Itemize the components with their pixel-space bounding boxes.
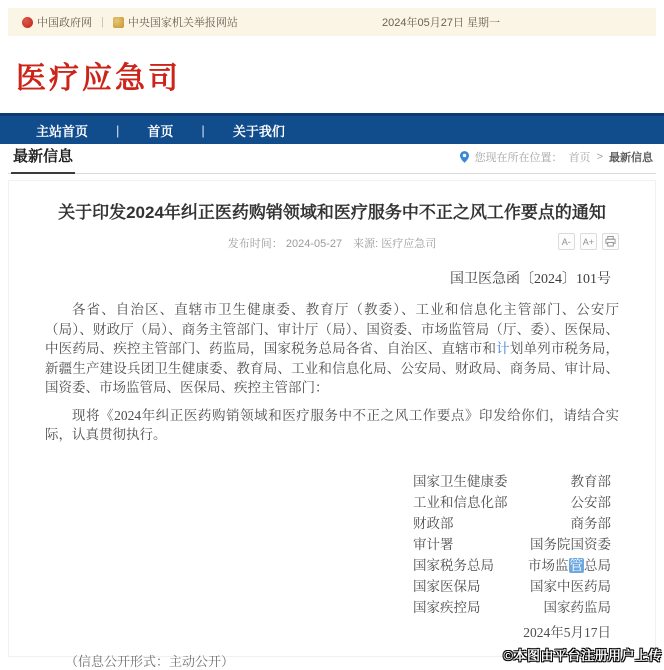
- text-segment: 各省、自治区、直辖市卫生健康委、教育厅（教委）、工业和信息化主管部门、公安厅（局）、财政厅（局）、商务主管部门、审计厅（局）、国资委、市场监管局（厅、委）、医保局、中医药局、疾控主管部门、药监局，国家税务总局各省、自治区、直辖市和: [45, 302, 619, 356]
- report-site-link[interactable]: [113, 14, 238, 30]
- breadcrumb-current: 最新信息: [609, 152, 653, 164]
- article-title: 关于印发2024年纠正医药购销领域和医疗服务中不正之风工作要点的通知: [58, 203, 606, 222]
- article-paragraph: [45, 300, 619, 398]
- text-segment: 国家药监局: [543, 599, 611, 615]
- font-larger-button[interactable]: A+: [580, 233, 597, 250]
- report-emblem-icon: [113, 17, 124, 28]
- main-nav: [0, 113, 664, 144]
- article-meta-row: [9, 235, 655, 253]
- text-segment: 国家医保局: [413, 578, 481, 594]
- nav-item-about[interactable]: 关于我们: [232, 123, 285, 139]
- breadcrumb-label: 您现在所在位置：: [474, 152, 563, 164]
- font-controls: [558, 233, 619, 250]
- text-segment: 市场监: [528, 557, 569, 573]
- section-title: 最新信息: [11, 145, 75, 174]
- text-segment: 审计署: [413, 536, 454, 552]
- signature-row: [413, 555, 611, 576]
- signature-right: [571, 492, 612, 513]
- text-segment: 国家中医药局: [530, 578, 611, 594]
- site-header: [0, 36, 664, 113]
- topbar-separator: |: [101, 16, 104, 28]
- signature-row: [413, 492, 611, 513]
- document-number: 国卫医急函〔2024〕101号: [450, 272, 611, 287]
- location-pin-icon: [460, 151, 469, 163]
- highlighted-term[interactable]: 计: [496, 341, 510, 356]
- watermark: ©本图由平台注册用户上传: [503, 648, 662, 663]
- gov-site-link-label: 中国政府网: [37, 17, 92, 29]
- signature-row: [413, 471, 611, 492]
- signature-row: [413, 534, 611, 555]
- signature-left: [413, 576, 481, 597]
- nav-separator: |: [201, 122, 205, 138]
- text-segment: 划单列市税务局，新疆生产建设兵团卫生健康委、教育局、工业和信息化局、公安局、财政局、商务局、审计局、国资委、市场监管局、医保局、疾控主管部门：: [45, 341, 620, 395]
- signature-block: [413, 471, 611, 618]
- article-paragraph: [45, 406, 619, 445]
- nav-item-main-home[interactable]: 主站首页: [36, 123, 89, 139]
- signature-left: [413, 471, 508, 492]
- signature-right: [528, 555, 611, 576]
- disclosure-note: （信息公开形式：主动公开）: [65, 653, 235, 669]
- text-segment: 国家卫生健康委: [413, 473, 508, 489]
- top-bar: [8, 8, 656, 36]
- text-segment: 国家疾控局: [413, 599, 481, 615]
- text-segment: 公安部: [570, 494, 611, 510]
- national-emblem-icon: [22, 17, 33, 28]
- print-button[interactable]: [602, 233, 619, 250]
- text-segment: 国务院国资委: [530, 536, 611, 552]
- signature-right: [571, 471, 612, 492]
- report-site-link-label: 中央国家机关举报网站: [127, 17, 238, 29]
- signature-right: [571, 513, 612, 534]
- signature-left: [413, 597, 481, 618]
- signature-left: [413, 534, 454, 555]
- top-links: [22, 14, 238, 30]
- breadcrumb: [460, 149, 653, 173]
- signature-left: [413, 555, 494, 576]
- signature-left: [413, 513, 454, 534]
- nav-separator: |: [116, 122, 120, 138]
- signature-right: [544, 597, 612, 618]
- signature-row: [413, 513, 611, 534]
- signature-date: 2024年5月17日: [523, 624, 611, 640]
- signature-row: [413, 597, 611, 618]
- nav-item-home[interactable]: 首页: [147, 123, 174, 139]
- signature-row: [413, 576, 611, 597]
- text-segment: 财政部: [413, 515, 454, 531]
- text-segment: 商务部: [570, 515, 611, 531]
- signature-right: [530, 534, 611, 555]
- article-panel: [8, 180, 656, 669]
- breadcrumb-row: [8, 144, 656, 174]
- breadcrumb-home[interactable]: 首页: [568, 152, 591, 164]
- gov-site-link[interactable]: [22, 14, 92, 30]
- text-segment: 教育部: [570, 473, 611, 489]
- breadcrumb-separator: >: [596, 151, 603, 163]
- text-segment: 总局: [584, 557, 611, 573]
- site-logo[interactable]: 医疗应急司: [16, 61, 181, 95]
- signature-left: [413, 492, 508, 513]
- selected-character: 管: [569, 557, 583, 573]
- print-icon: [605, 236, 616, 247]
- article-body: [9, 300, 655, 445]
- text-segment: 现将《2024年纠正医药购销领域和医疗服务中不正之风工作要点》印发给你们，请结合实际，认真贯彻执行。: [45, 407, 619, 442]
- font-smaller-button[interactable]: A-: [558, 233, 575, 250]
- signature-right: [530, 576, 611, 597]
- text-segment: 工业和信息化部: [413, 494, 508, 510]
- text-segment: 国家税务总局: [413, 557, 494, 573]
- current-date: 2024年05月27日 星期一: [382, 17, 500, 29]
- article-meta: 发布时间： 2024-05-27 来源: 医疗应急司: [227, 238, 437, 250]
